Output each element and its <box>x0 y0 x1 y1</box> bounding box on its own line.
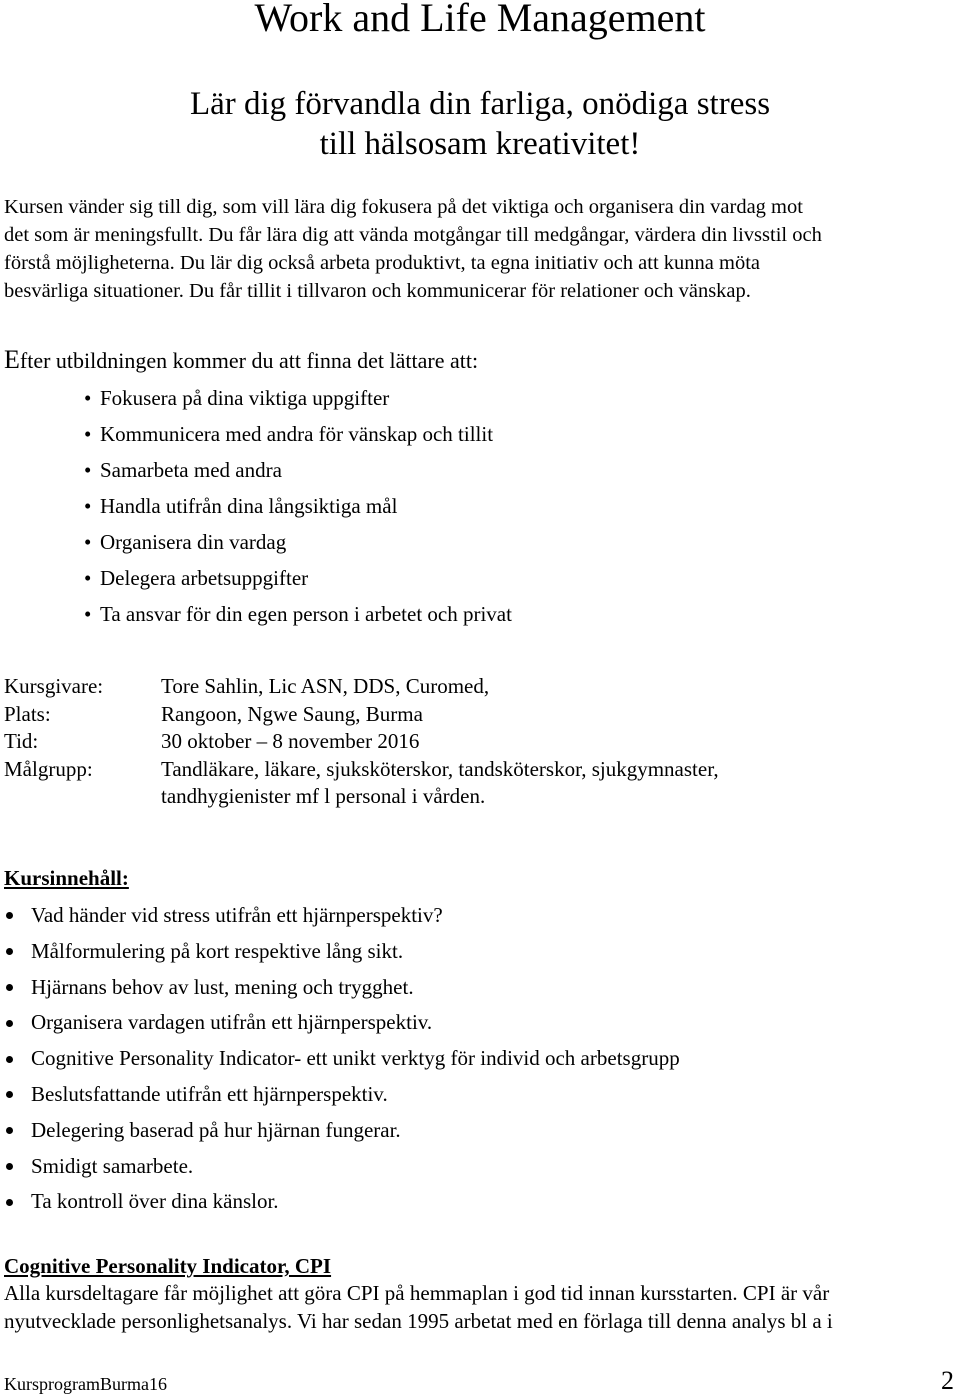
list-item-text: Ta kontroll över dina känslor. <box>31 1189 279 1214</box>
bullet-icon <box>6 1091 13 1098</box>
intro-line: besvärliga situationer. <box>4 280 184 302</box>
intro-line: förstå möjligheterna. <box>4 252 175 274</box>
bullet-icon: • <box>84 458 92 482</box>
bullet-icon: • <box>84 602 92 626</box>
info-value-line: Tandläkare, läkare, sjuksköterskor, tandsköterskor, sjukgymnaster, <box>161 756 719 781</box>
list-item <box>4 1005 680 1041</box>
subtitle <box>0 84 960 164</box>
list-item <box>4 898 680 934</box>
course-content-heading: Kursinnehåll: <box>4 866 129 890</box>
page-number: 2 <box>941 1366 954 1395</box>
list-item <box>84 596 512 632</box>
bullet-icon <box>6 1127 13 1134</box>
info-row-tid <box>4 728 719 756</box>
intro-line: Kursen vänder sig till dig, som vill lära dig fokusera på det viktiga och organisera din vardag mot <box>4 196 803 218</box>
info-value: Tore Sahlin, Lic ASN, DDS, Curomed, <box>161 674 490 698</box>
benefits-intro <box>4 345 478 376</box>
info-value <box>161 756 719 811</box>
list-item-text: Samarbeta med andra <box>100 458 282 482</box>
subtitle-line-2: till hälsosam kreativitet! <box>319 126 641 162</box>
cpi-heading: Cognitive Personality Indicator, CPI <box>4 1254 332 1278</box>
bullet-icon <box>6 984 13 991</box>
list-item-text: Smidigt samarbete. <box>31 1153 194 1178</box>
bullet-icon <box>6 1163 13 1170</box>
list-item-text: Organisera din vardag <box>100 530 287 554</box>
info-value: Rangoon, Ngwe Saung, Burma <box>161 701 423 726</box>
list-item <box>4 1149 680 1185</box>
list-item <box>84 560 512 596</box>
page-title: Work and Life Management <box>254 0 706 40</box>
intro-line: Du får lära dig att vända motgångar till medgångar, värdera din livsstil och <box>208 224 822 246</box>
info-label: Målgrupp: <box>4 756 93 781</box>
list-item <box>4 934 680 970</box>
bullet-icon: • <box>84 494 92 518</box>
intro-line: det som är meningsfullt. <box>4 224 204 246</box>
list-item <box>4 1077 680 1113</box>
info-row-kursgivare <box>4 673 719 701</box>
list-item-text: Delegering baserad på hur hjärnan fungerar. <box>31 1117 401 1142</box>
list-item-text: Fokusera på dina viktiga uppgifter <box>100 386 390 410</box>
list-item <box>84 488 512 524</box>
intro-line: Du lär dig också arbeta produktivt, ta egna initiativ och att kunna möta <box>179 252 761 274</box>
list-item-text: Ta ansvar för din egen person i arbetet och privat <box>100 602 512 626</box>
list-item-text: Målformulering på kort respektive lång sikt. <box>31 938 404 963</box>
info-label: Tid: <box>4 729 39 753</box>
list-item-text: Cognitive Personality Indicator- ett unikt verktyg för individ och arbetsgrupp <box>31 1046 680 1071</box>
subtitle-line-1: Lär dig förvandla din farliga, onödiga stress <box>189 86 771 122</box>
cpi-line: Alla kursdeltagare får möjlighet att göra CPI på hemmaplan i god tid innan kursstarten. CPI är vår <box>4 1281 830 1305</box>
bullet-icon: • <box>84 530 92 554</box>
bullet-icon <box>6 1199 13 1206</box>
list-item <box>84 380 512 416</box>
info-value-line: tandhygienister mf l personal i vården. <box>161 784 486 808</box>
list-item-text: Kommunicera med andra för vänskap och tillit <box>100 422 494 446</box>
info-value: 30 oktober – 8 november 2016 <box>161 729 420 753</box>
list-item-text: Delegera arbetsuppgifter <box>100 566 309 590</box>
info-label: Kursgivare: <box>4 674 104 698</box>
cpi-line: nyutvecklade personlighetsanalys. Vi har sedan 1995 arbetat med en förlaga till denna analys bl a i <box>4 1308 833 1333</box>
course-content-list <box>4 898 680 1220</box>
bullet-icon <box>6 948 13 955</box>
benefits-intro-text: fter utbildningen kommer du att finna det lättare att: <box>19 348 479 373</box>
list-item-text: Organisera vardagen utifrån ett hjärnperspektiv. <box>31 1010 433 1035</box>
bullet-icon <box>6 1020 13 1027</box>
intro-paragraph <box>4 193 956 305</box>
list-item <box>84 416 512 452</box>
bullet-icon: • <box>84 386 92 410</box>
list-item <box>4 1184 680 1220</box>
course-info <box>4 673 719 811</box>
info-row-malgrupp <box>4 756 719 811</box>
list-item <box>4 1113 680 1149</box>
list-item-text: Vad händer vid stress utifrån ett hjärnperspektiv? <box>31 903 443 927</box>
list-item-text: Beslutsfattande utifrån ett hjärnperspektiv. <box>31 1081 388 1106</box>
list-item-text: Hjärnans behov av lust, mening och trygghet. <box>31 974 414 999</box>
list-item <box>84 452 512 488</box>
info-label: Plats: <box>4 701 51 726</box>
footer-doc-name: KursprogramBurma16 <box>4 1374 167 1394</box>
list-item-text: Handla utifrån dina långsiktiga mål <box>100 494 398 518</box>
bullet-icon <box>6 912 13 919</box>
info-row-plats <box>4 701 719 729</box>
intro-line: Du får tillit i tillvaron och kommunicerar för relationer och vänskap. <box>189 280 751 302</box>
drop-letter: E <box>4 345 20 374</box>
bullet-icon: • <box>84 422 92 446</box>
bullet-icon: • <box>84 566 92 590</box>
list-item <box>4 970 680 1006</box>
list-item <box>4 1041 680 1077</box>
benefits-list <box>84 380 512 632</box>
list-item <box>84 524 512 560</box>
bullet-icon <box>6 1056 13 1063</box>
cpi-paragraph <box>4 1280 956 1335</box>
